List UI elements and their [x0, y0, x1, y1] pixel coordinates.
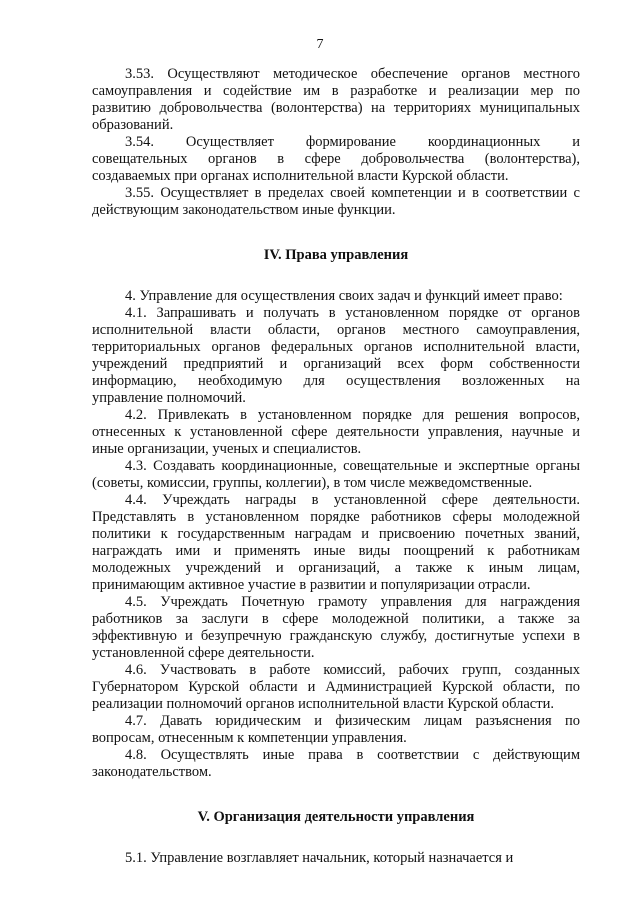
text-line: эффективную и безупречную гражданскую службу, достигнутые успехи в [92, 628, 580, 644]
page-number: 7 [316, 37, 324, 52]
text-line: 4.3. Создавать координационные, совещательные и экспертные органы [125, 458, 580, 474]
text-line: политики к государственным наградам и присвоению почетных званий, [92, 526, 580, 542]
paragraph [92, 305, 580, 407]
text-line: отнесенных к установленной сфере деятельности управления, научные и [92, 424, 580, 440]
section-heading: V. Организация деятельности управления [197, 809, 475, 825]
paragraph [92, 66, 580, 134]
text-line: 4.2. Привлекать в установленном порядке для решения вопросов, [125, 407, 580, 423]
paragraph [92, 594, 580, 662]
text-line: 4. Управление для осуществления своих задач и функций имеет право: [125, 288, 563, 304]
paragraph [92, 662, 580, 713]
text-line: территориальных органов федеральных органов исполнительной власти, [92, 339, 580, 355]
text-line: законодательством. [92, 764, 212, 780]
text-line: 3.55. Осуществляет в пределах своей компетенции и в соответствии с [125, 185, 580, 201]
text-line: управление полномочий. [92, 390, 246, 406]
text-line: 4.5. Учреждать Почетную грамоту управления для награждения [125, 594, 580, 610]
paragraph [92, 288, 580, 305]
text-line: развитию добровольчества (волонтерства) на территориях муниципальных [92, 100, 580, 116]
document-body [92, 66, 580, 867]
paragraph [92, 850, 580, 867]
text-line: 4.4. Учреждать награды в установленной сфере деятельности. [125, 492, 580, 508]
paragraph [92, 407, 580, 458]
text-line: информацию, необходимую для осуществления возложенных на [92, 373, 580, 389]
text-line: работников за заслуги в сфере молодежной политики, а также за [92, 611, 580, 627]
text-line: награждать ими и применять иные виды поощрений к работникам [92, 543, 580, 559]
text-line: создаваемых при органах исполнительной власти Курской области. [92, 168, 509, 184]
text-line: действующим законодательством иные функции. [92, 202, 396, 218]
text-line: 3.54. Осуществляет формирование координационных и [125, 134, 580, 150]
text-line: 3.53. Осуществляют методическое обеспечение органов местного [125, 66, 580, 82]
text-line: иные организации, ученых и специалистов. [92, 441, 362, 457]
text-line: (советы, комиссии, группы, коллегии), в том числе межведомственные. [92, 475, 533, 491]
paragraph [92, 134, 580, 185]
paragraph [92, 713, 580, 747]
text-line: принимающим активное участие в развитии и популяризации отрасли. [92, 577, 531, 593]
text-line: реализации полномочий органов исполнительной власти Курской области. [92, 696, 554, 712]
text-line: самоуправления и содействие им в разработке и реализации мер по [92, 83, 580, 99]
section-heading: IV. Права управления [263, 247, 409, 263]
text-line: установленной сфере деятельности. [92, 645, 315, 661]
paragraph [92, 747, 580, 781]
text-line: 4.8. Осуществлять иные права в соответствии с действующим [125, 747, 580, 763]
paragraph [92, 185, 580, 219]
text-line: исполнительной власти области, органов местного самоуправления, [92, 322, 580, 338]
text-line: Губернатором Курской области и Администрацией Курской области, по [92, 679, 580, 695]
text-line: 4.6. Участвовать в работе комиссий, рабочих групп, созданных [125, 662, 580, 678]
text-line: 4.7. Давать юридическим и физическим лицам разъяснения по [125, 713, 580, 729]
text-line: образований. [92, 117, 174, 133]
text-line: молодежных учреждений и организаций, а также к иным лицам, [92, 560, 580, 576]
text-line: учреждений предприятий и организаций всех форм собственности [92, 356, 580, 372]
text-line: совещательных органов в сфере добровольчества (волонтерства), [92, 151, 580, 167]
text-line: 4.1. Запрашивать и получать в установленном порядке от органов [125, 305, 580, 321]
paragraph [92, 458, 580, 492]
paragraph [92, 492, 580, 594]
text-line: вопросам, отнесенным к компетенции управления. [92, 730, 407, 746]
text-line: 5.1. Управление возглавляет начальник, который назначается и [125, 850, 514, 866]
text-line: Представлять в установленном порядке работников сферы молодежной [92, 509, 580, 525]
